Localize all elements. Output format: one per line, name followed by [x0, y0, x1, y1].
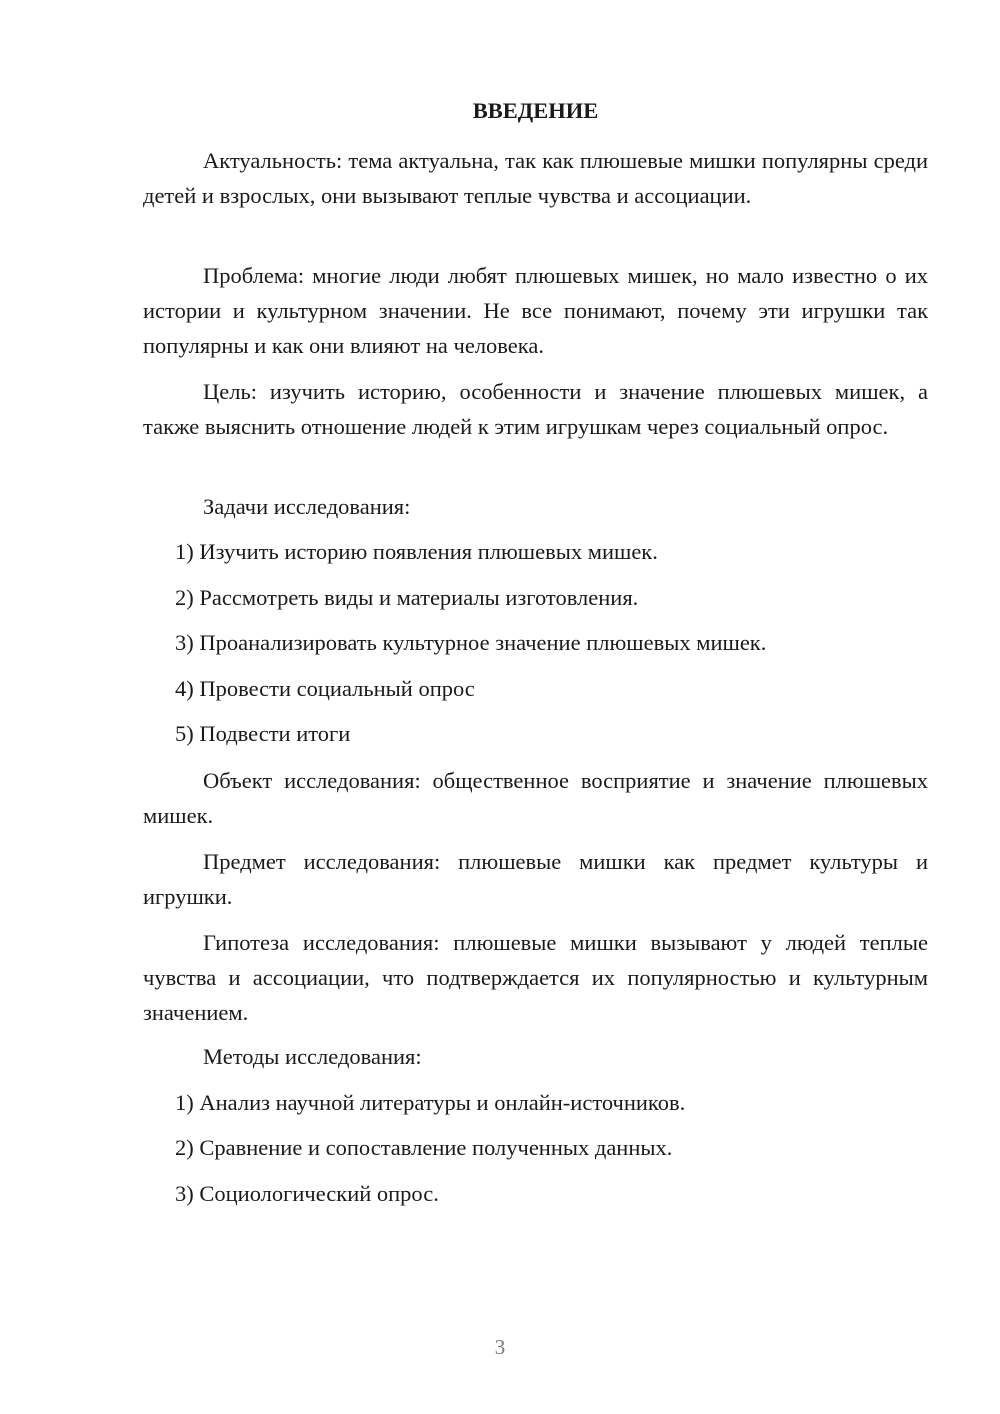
- paragraph-problem: Проблема: многие люди любят плюшевых мишек, но мало известно о их истории и культурном значении. Не все понимают, почему эти игрушки так популярны и как они влияют на человека.: [143, 263, 928, 358]
- page-number: 3: [494, 1335, 506, 1359]
- paragraph-hypothesis: Гипотеза исследования: плюшевые мишки вызывают у людей теплые чувства и ассоциации, что подтверждается их популярностью и культурным значением.: [143, 930, 928, 1025]
- paragraph-subject: Предмет исследования: плюшевые мишки как предмет культуры и игрушки.: [143, 849, 928, 909]
- task-item: 5) Подвести итоги: [175, 721, 351, 746]
- task-item: 2) Рассмотреть виды и материалы изготовления.: [175, 585, 639, 610]
- methods-heading: Методы исследования:: [203, 1044, 422, 1069]
- paragraph-object: Объект исследования: общественное восприятие и значение плюшевых мишек.: [143, 768, 928, 828]
- method-item: 3) Социологический опрос.: [175, 1181, 439, 1206]
- section-title: ВВЕДЕНИЕ: [472, 98, 599, 123]
- paragraph-goal: Цель: изучить историю, особенности и значение плюшевых мишек, а также выяснить отношение людей к этим игрушкам через социальный опрос.: [143, 379, 928, 439]
- method-item: 2) Сравнение и сопоставление полученных данных.: [175, 1135, 673, 1160]
- task-item: 3) Проанализировать культурное значение плюшевых мишек.: [175, 630, 767, 655]
- task-item: 1) Изучить историю появления плюшевых мишек.: [175, 539, 658, 564]
- method-item: 1) Анализ научной литературы и онлайн-источников.: [175, 1090, 686, 1115]
- tasks-heading: Задачи исследования:: [203, 494, 411, 519]
- task-item: 4) Провести социальный опрос: [175, 676, 475, 701]
- paragraph-relevance: Актуальность: тема актуальна, так как плюшевые мишки популярны среди детей и взрослых, они вызывают теплые чувства и ассоциации.: [143, 148, 928, 208]
